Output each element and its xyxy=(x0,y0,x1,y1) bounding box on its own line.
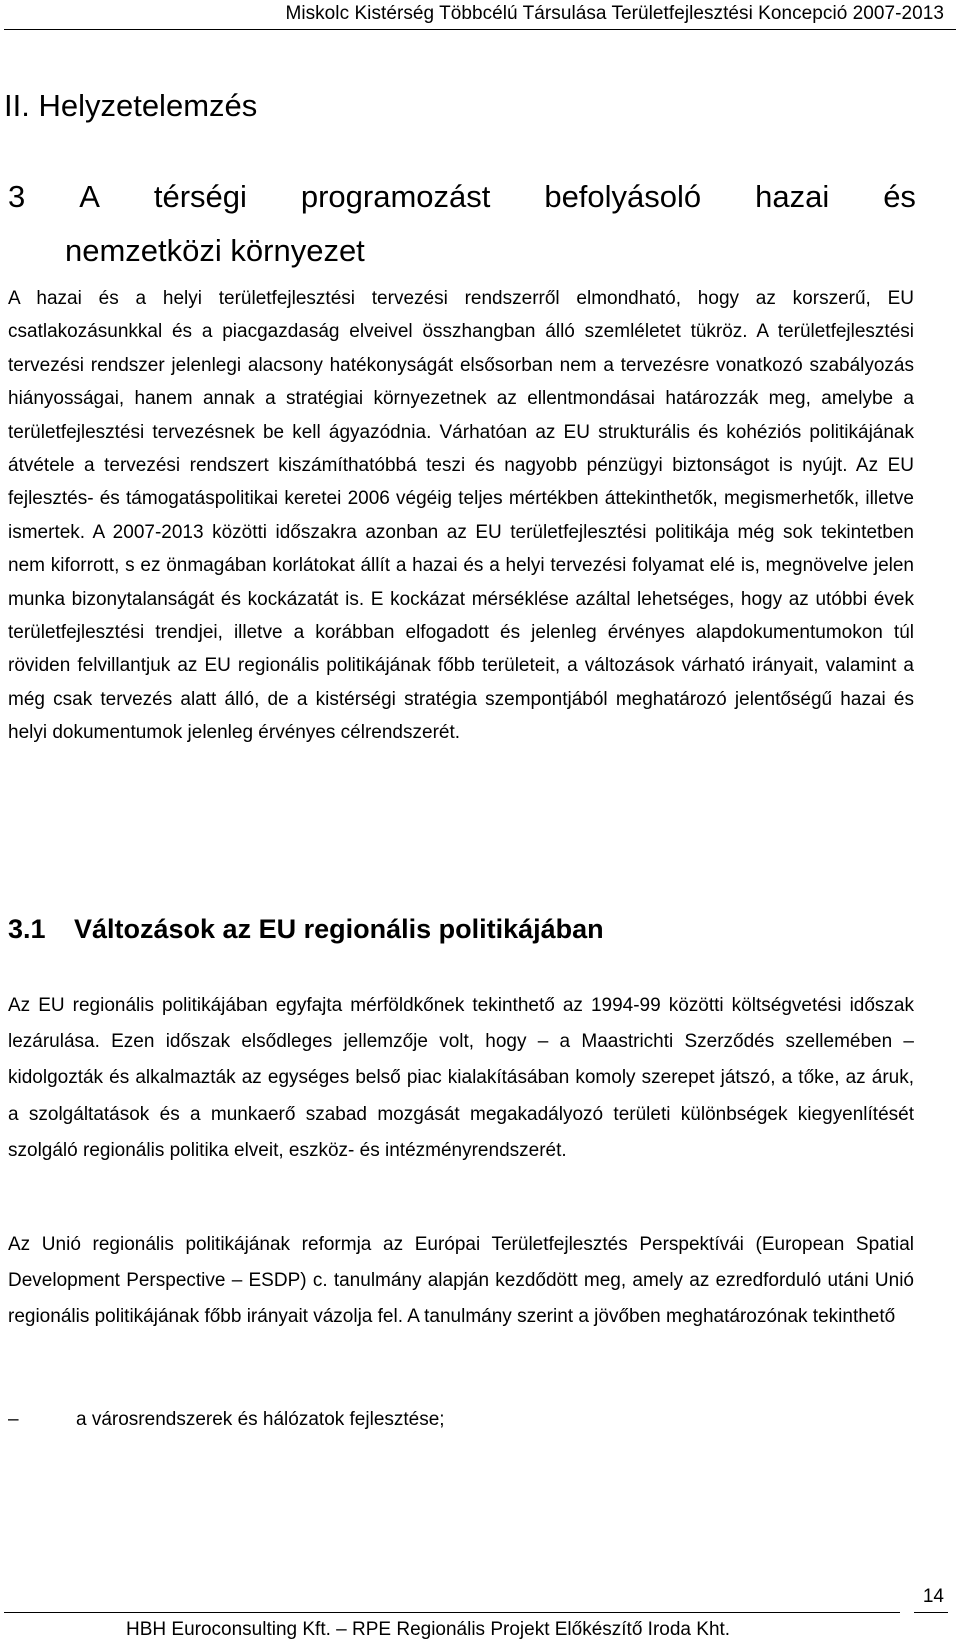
list-item xyxy=(8,1403,914,1437)
footer-divider xyxy=(4,1612,900,1613)
header-title: Miskolc Kistérség Többcélú Társulása Területfejlesztési Koncepció 2007-2013 xyxy=(285,3,944,24)
body-paragraph-3: Az Unió regionális politikájának reformja az Európai Területfejlesztés Perspektívái (European Spatial Development Perspective – ESDP) c. tanulmány alapján kezdődött meg, amely az ezredforduló utáni Unió regionális politikájának főbb irányait vázolja fel. A tanulmány szerint a jövőben meghatározónak tekinthető xyxy=(8,1234,914,1328)
subsection-title xyxy=(8,911,604,947)
section-title-word: térségi xyxy=(153,179,247,214)
body-paragraph-2: Az EU regionális politikájában egyfajta mérföldkőnek tekinthető az 1994-99 közötti költségvetési időszak lezárulása. Ezen időszak elsődleges jellemzője volt, hogy – a Maastrichti Szerződés szellemében – kidolgozták és alkalmazták az egységes belső piac kialakításában komoly szerepet játszó, a tőke, az áruk, a szolgáltatások és a munkaerő szabad mozgását megakadályozó területi különbségek kiegyenlítését szolgáló regionális politika elveit, eszköz- és intézményrendszerét. xyxy=(8,995,914,1161)
list-item-text: a városrendszerek és hálózatok fejlesztése; xyxy=(76,1409,445,1430)
section-title-continuation: nemzetközi környezet xyxy=(65,233,365,268)
body-paragraph-1: A hazai és a helyi területfejlesztési tervezési rendszerről elmondható, hogy az korszerű, EU csatlakozásunkkal és a piacgazdaság elveivel összhangban álló szemléletet tükröz. A területfejlesztési tervezési rendszer jelenlegi alacsony hatékonyságát elsősorban nem a tervezésre vonatkozó szabályozás hiányosságai, hanem annak a stratégiai környezetnek az ellentmondásai határozzák meg, amelybe a területfejlesztési tervezésnek be kell ágyazódnia. Várhatóan az EU strukturális és kohéziós politikájának átvétele a tervezési rendszert kiszámíthatóbbá teszi és nagyobb pénzügyi biztonságot is nyújt. Az EU fejlesztés- és támogatáspolitikai keretei 2006 végéig teljes mértékben áttekinthetők, megismerhetők, illetve ismertek. A 2007-2013 közötti időszakra azonban az EU területfejlesztési politikája még sok tekintetben nem kiforrott, s ez önmagában korlátokat állít a hazai és a helyi tervezési folyamat elé is, megnövelve jelen munka bizonytalanságát és kockázatát is. E kockázat mérséklése azáltal lehetséges, hogy az utóbbi évek területfejlesztési trendjei, illetve a korábban elfogadott és jelenleg érvényes alapdokumentumokon túl röviden felvillantjuk az EU regionális politikájának főbb területeit, a változások várható irányait, valamint a még csak tervezés alatt álló, de a kistérségi stratégia szempontjából meghatározó jelentőségű hazai és helyi dokumentumok jelenleg érvényes célrendszerét. xyxy=(8,288,914,744)
section-title-line-2 xyxy=(8,224,916,278)
footer-text: HBH Euroconsulting Kft. – RPE Regionális Projekt Előkészítő Iroda Kht. xyxy=(126,1619,731,1640)
page-number: 14 xyxy=(922,1586,944,1607)
header-divider xyxy=(4,29,956,30)
part-title: II. Helyzetelemzés xyxy=(4,88,258,123)
section-title-word: és xyxy=(883,179,916,214)
section-title-line-1 xyxy=(8,170,916,224)
section-title-word: hazai xyxy=(755,179,830,214)
dash-bullet: – xyxy=(8,1409,19,1430)
section-title xyxy=(8,170,916,278)
subsection-number: 3.1 xyxy=(8,914,46,944)
page-number-divider xyxy=(914,1612,948,1613)
section-title-word: befolyásoló xyxy=(544,179,702,214)
section-title-word: programozást xyxy=(300,179,491,214)
page-header xyxy=(0,0,960,30)
section-title-word: A xyxy=(79,179,100,214)
section-number: 3 xyxy=(8,179,26,214)
subsection-title-text: Változások az EU regionális politikájában xyxy=(74,914,604,944)
